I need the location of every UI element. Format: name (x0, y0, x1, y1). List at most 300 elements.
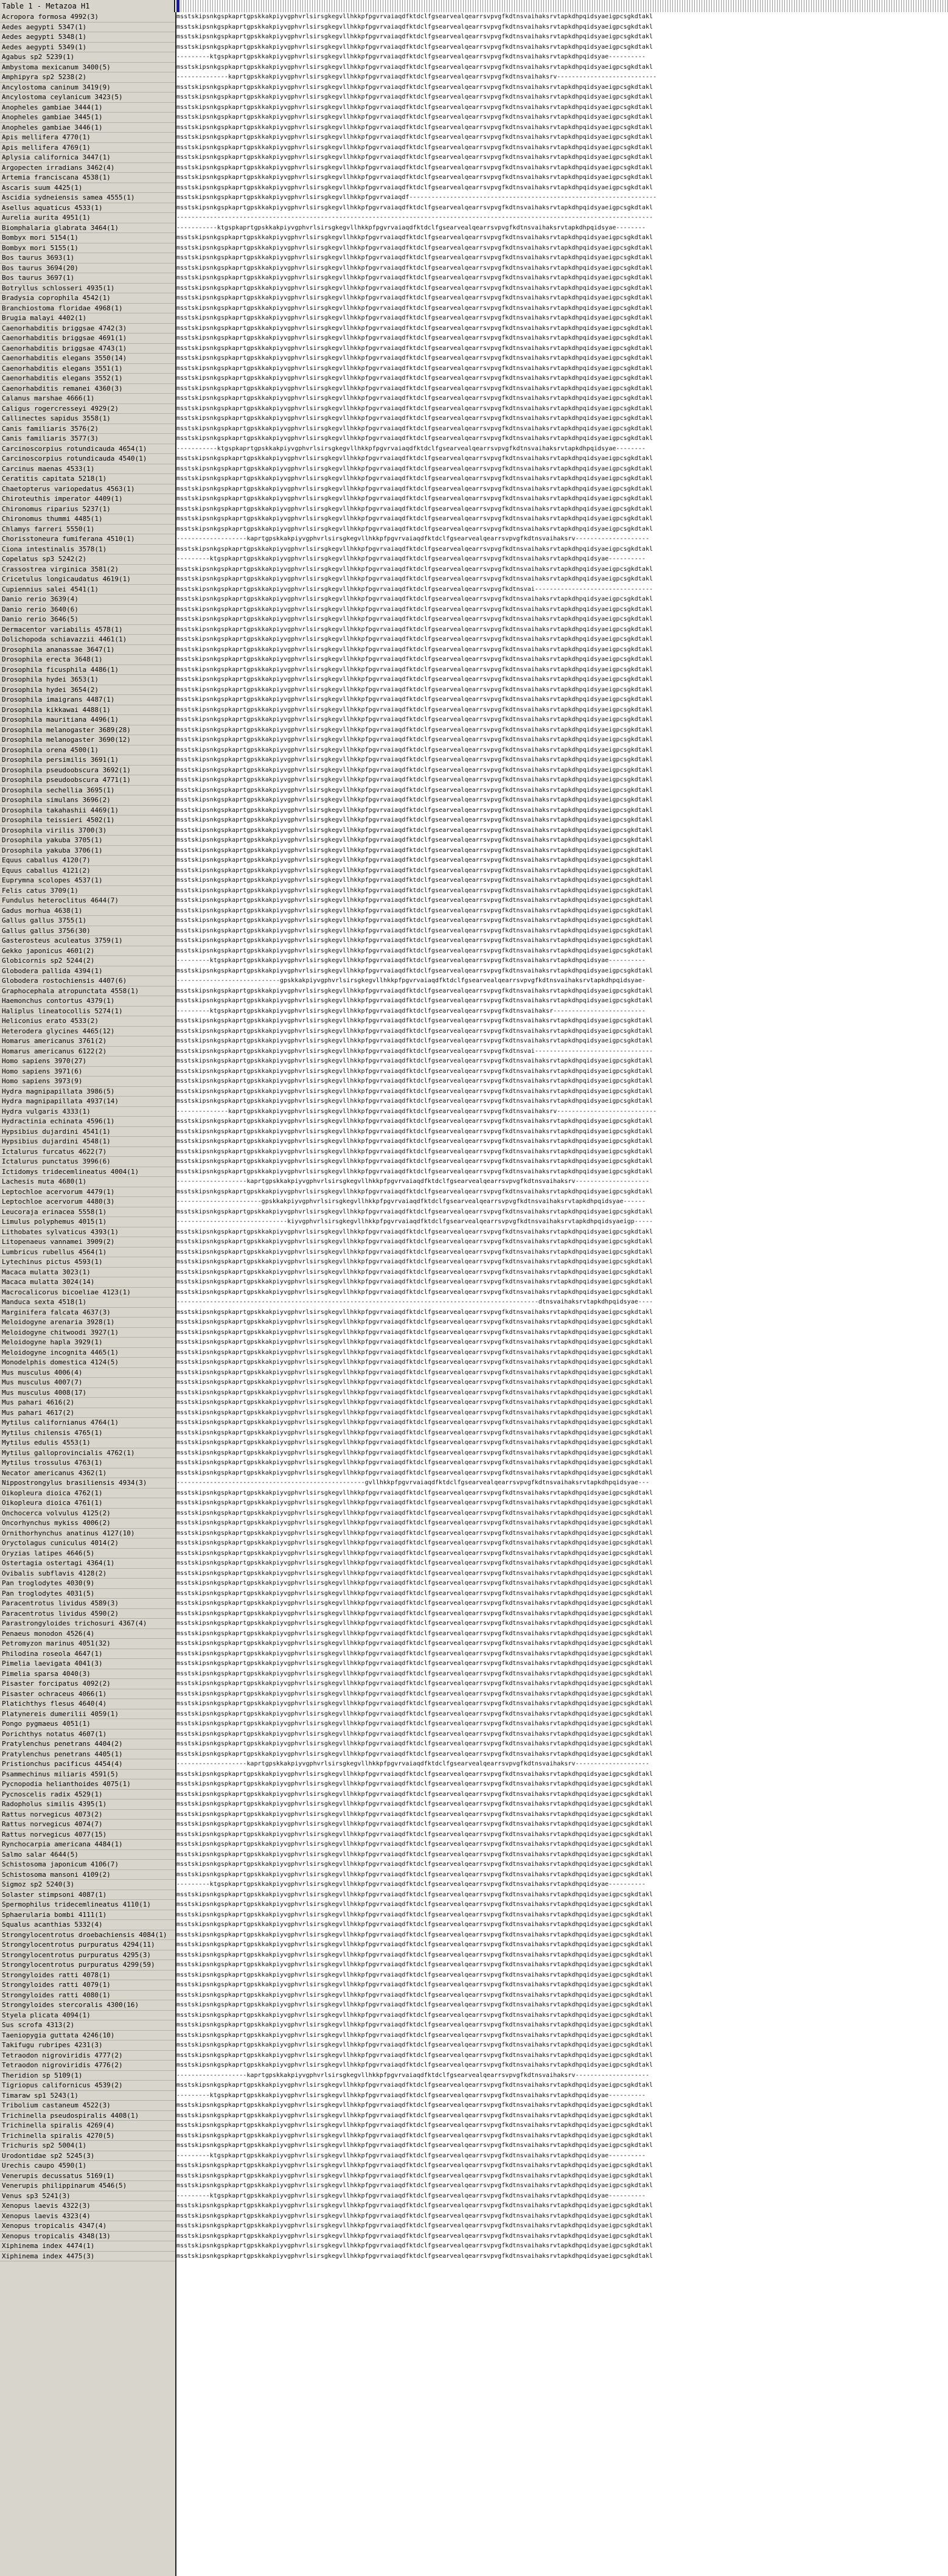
species-name[interactable]: Lithobates sylvaticus 4393(1) (0, 1227, 175, 1238)
species-name[interactable]: Pristionchus pacificus 4454(4) (0, 1759, 175, 1770)
species-name[interactable]: Leptochloe acervorum 4479(1) (0, 1187, 175, 1198)
sequence-row[interactable]: msstskipsnkgspkaprtgpskkakpiyvgphvrlsirsgkegvllhkkpfpgvrvaiaqdfktdclfgsearvealqearrsvpvgfkdtnsvaihaksrvtapkdhpqidsyaeigpcsgkdtakl (176, 1359, 653, 1366)
species-name[interactable]: Caenorhabditis elegans 3552(1) (0, 374, 175, 384)
sequence-row[interactable]: -----------ktgspkaprtgpskkakpiyvgphvrlsirsgkegvllhkkpfpgvrvaiaqdfktdclfgsearvealqearrsvpvgfkdtnsvaihaksrvtapkdhpqidsyae-------- (176, 224, 646, 231)
sequence-row[interactable]: msstskipsnkgspkaprtgpskkakpiyvgphvrlsirsgkegvllhkkpfpgvrvaiaqdfktdclfgsearvealqearrsvpvgfkdtnsvaihaksrvtapkdhpqidsyaeigpcsgkdtakl (176, 1941, 653, 1948)
species-name[interactable]: Bos taurus 3694(20) (0, 264, 175, 274)
sequence-row[interactable]: msstskipsnkgspkaprtgpskkakpiyvgphvrlsirsgkegvllhkkpfpgvrvaiaqdfktdclfgsearvealqearrsvpvgfkdtnsvaihaksrvtapkdhpqidsyaeigpcsgkdtakl (176, 1680, 653, 1687)
sequence-row[interactable]: msstskipsnkgspkaprtgpskkakpiyvgphvrlsirsgkegvllhkkpfpgvrvaiaqdfktdclfgsearvealqearrsvpvgfkdtnsvaihaksrvtapkdhpqidsyaeigpcsgkdtakl (176, 1961, 653, 1968)
sequence-row[interactable]: msstskipsnkgspkaprtgpskkakpiyvgphvrlsirsgkegvllhkkpfpgvrvaiaqdfktdclfgsearvealqearrsvpvgfkdtnsvaihaksrvtapkdhpqidsyaeigpcsgkdtakl (176, 837, 653, 843)
species-name[interactable]: Caenorhabditis elegans 3550(14) (0, 354, 175, 364)
species-name[interactable]: Aedes aegypti 5347(1) (0, 23, 175, 33)
sequence-row[interactable]: msstskipsnkgspkaprtgpskkakpiyvgphvrlsirsgkegvllhkkpfpgvrvaiaqdfktdclfgsearvealqearrsvpvgfkdtnsvaihaksrvtapkdhpqidsyaeigpcsgkdtakl (176, 1750, 653, 1757)
sequence-row[interactable]: msstskipsnkgspkaprtgpskkakpiyvgphvrlsirsgkegvllhkkpfpgvrvaiaqdfktdclfgsearvealqearrsvpvgfkdtnsvaihaksrvtapkdhpqidsyaeigpcsgkdtakl (176, 937, 653, 944)
sequence-row[interactable]: msstskipsnkgspkaprtgpskkakpiyvgphvrlsirsgkegvllhkkpfpgvrvaiaqdfktdclfgsearvealqearrsvpvgfkdtnsvaihaksrvtapkdhpqidsyaeigpcsgkdtakl (176, 63, 653, 71)
species-name[interactable]: Litopenaeus vannamei 3909(2) (0, 1237, 175, 1248)
sequence-row[interactable]: msstskipsnkgspkaprtgpskkakpiyvgphvrlsirsgkegvllhkkpfpgvrvaiaqdfktdclfgsearvealqearrsvpvgfkdtnsvaihaksrvtapkdhpqidsyaeigpcsgkdtakl (176, 395, 653, 402)
species-name[interactable]: Lachesis muta 4680(1) (0, 1177, 175, 1187)
sequence-row[interactable]: msstskipsnkgspkaprtgpskkakpiyvgphvrlsirsgkegvllhkkpfpgvrvaiaqdfktdclfgsearvealqearrsvpvgfkdtnsvaihaksrvtapkdhpqidsyaeigpcsgkdtakl (176, 927, 653, 934)
position-ruler[interactable] (176, 0, 948, 12)
sequence-row[interactable]: msstskipsnkgspkaprtgpskkakpiyvgphvrlsirsgkegvllhkkpfpgvrvaiaqdfktdclfgsearvealqearrsvpvgfkdtnsvaihaksrvtapkdhpqidsyaeigpcsgkdtakl (176, 817, 653, 823)
species-name[interactable]: Callinectes sapidus 3558(1) (0, 414, 175, 424)
sequence-row[interactable]: msstskipsnkgspkaprtgpskkakpiyvgphvrlsirsgkegvllhkkpfpgvrvaiaqdfktdclfgsearvealqearrsvpvgfkdtnsvaihaksrvtapkdhpqidsyaeigpcsgkdtakl (176, 204, 653, 211)
species-name[interactable]: Pratylenchus penetrans 4405(1) (0, 1750, 175, 1760)
species-name[interactable]: Aurelia aurita 4951(1) (0, 213, 175, 223)
species-name[interactable]: Drosophila hydei 3653(1) (0, 675, 175, 685)
species-name[interactable]: Pan troglodytes 4031(5) (0, 1589, 175, 1599)
species-name[interactable]: Euprymna scolopes 4537(1) (0, 876, 175, 886)
species-name[interactable]: Necator americanus 4362(1) (0, 1468, 175, 1479)
sequence-row[interactable]: msstskipsnkgspkaprtgpskkakpiyvgphvrlsirsgkegvllhkkpfpgvrvaiaqdfktdclfgsearvealqearrsvpvgfkdtnsvaihaksrvtapkdhpqidsyaeigpcsgkdtakl (176, 2132, 653, 2139)
species-name[interactable]: Brugia malayi 4402(1) (0, 313, 175, 324)
species-name[interactable]: Anopheles gambiae 3446(1) (0, 123, 175, 133)
species-name[interactable]: Chlamys farreri 5550(1) (0, 525, 175, 535)
species-name[interactable]: Gallus gallus 3755(1) (0, 916, 175, 926)
species-name[interactable]: Radopholus similis 4395(1) (0, 1799, 175, 1810)
species-name[interactable]: Homo sapiens 3971(6) (0, 1067, 175, 1077)
species-name[interactable]: Strongyloides ratti 4080(1) (0, 1991, 175, 2001)
species-name[interactable]: Xenopus laevis 4323(4) (0, 2211, 175, 2222)
species-name[interactable]: Hydractinia echinata 4596(1) (0, 1117, 175, 1127)
species-name[interactable]: Urechis caupo 4590(1) (0, 2161, 175, 2171)
sequence-row[interactable]: msstskipsnkgspkaprtgpskkakpiyvgphvrlsirsgkegvllhkkpfpgvrvaiaqdfktdclfgsearvealqearrsvpvgfkdtnsvaihaksrvtapkdhpqidsyaeigpcsgkdtakl (176, 1529, 653, 1537)
sequence-row[interactable]: msstskipsnkgspkaprtgpskkakpiyvgphvrlsirsgkegvllhkkpfpgvrvaiaqdfktdclfgsearvealqearrsvpvgfkdtnsvaihaksrvtapkdhpqidsyaeigpcsgkdtakl (176, 806, 653, 814)
species-name[interactable]: Drosophila hydei 3654(2) (0, 685, 175, 696)
sequence-row[interactable]: msstskipsnkgspkaprtgpskkakpiyvgphvrlsirsgkegvllhkkpfpgvrvaiaqdfktdclfgsearvealqearrsvpvgfkdtnsvaihaksrvtapkdhpqidsyaeigpcsgkdtakl (176, 777, 653, 783)
sequence-row[interactable]: msstskipsnkgspkaprtgpskkakpiyvgphvrlsirsgkegvllhkkpfpgvrvaiaqdfktdclfgsearvealqearrsvpvgfkdtnsvaihaksrvtapkdhpqidsyaeigpcsgkdtakl (176, 1469, 653, 1476)
species-name[interactable]: Caenorhabditis elegans 3551(1) (0, 364, 175, 374)
sequence-row[interactable]: msstskipsnkgspkaprtgpskkakpiyvgphvrlsirsgkegvllhkkpfpgvrvaiaqdfktdclfgsearvealqearrsvpvgfkdtnsvaihaksrvtapkdhpqidsyaeigpcsgkdtakl (176, 324, 653, 332)
species-name[interactable]: Macaca mulatta 3023(1) (0, 1268, 175, 1278)
species-name[interactable]: Lumbricus rubellus 4564(1) (0, 1248, 175, 1258)
sequence-row[interactable]: msstskipsnkgspkaprtgpskkakpiyvgphvrlsirsgkegvllhkkpfpgvrvaiaqdfktdclfgsearvealqearrsvpvgfkdtnsvaihaksrvtapkdhpqidsyaeigpcsgkdtakl (176, 1027, 653, 1035)
sequence-row[interactable]: msstskipsnkgspkaprtgpskkakpiyvgphvrlsirsgkegvllhkkpfpgvrvaiaqdfktdclfgsearvealqearrsvpvgfkdtnsvaihaksrvtapkdhpqidsyaeigpcsgkdtakl (176, 917, 653, 924)
sequence-row[interactable]: msstskipsnkgspkaprtgpskkakpiyvgphvrlsirsgkegvllhkkpfpgvrvaiaqdfktdclfgsearvealqearrsvpvgfkdtnsvaihaksrvtapkdhpqidsyaeigpcsgkdtakl (176, 2042, 653, 2048)
sequence-row[interactable]: msstskipsnkgspkaprtgpskkakpiyvgphvrlsirsgkegvllhkkpfpgvrvaiaqdfktdclfgsearvealqearrsvpvgfkdtnsvaihaksrvtapkdhpqidsyaeigpcsgkdtakl (176, 284, 653, 291)
species-name[interactable]: Aedes aegypti 5349(1) (0, 43, 175, 53)
species-name[interactable]: Sphaerularia bombi 4111(1) (0, 1910, 175, 1921)
species-name[interactable]: Tribolium castaneum 4522(3) (0, 2101, 175, 2111)
species-name[interactable]: Platichthys flesus 4640(4) (0, 1699, 175, 1709)
sequence-row[interactable]: msstskipsnkgspkaprtgpskkakpiyvgphvrlsirsgkegvllhkkpfpgvrvaiaqdfktdclfgsearvealqearrsvpvgfkdtnsvaihaksrvtapkdhpqidsyaeigpcsgkdtakl (176, 666, 653, 673)
species-name[interactable]: Argopecten irradians 3462(4) (0, 163, 175, 173)
sequence-row[interactable]: msstskipsnkgspkaprtgpskkakpiyvgphvrlsirsgkegvllhkkpfpgvrvaiaqdfktdclfgsearvealqearrsvpvgfkdtnsvaihaksrvtapkdhpqidsyaeigpcsgkdtakl (176, 636, 653, 643)
species-name[interactable]: Haliplus lineatocollis 5274(1) (0, 1007, 175, 1017)
sequence-row[interactable]: msstskipsnkgspkaprtgpskkakpiyvgphvrlsirsgkegvllhkkpfpgvrvaiaqdfktdclfgsearvealqearrsvpvgfkdtnsvaihaksrvtapkdhpqidsyaeigpcsgkdtakl (176, 857, 653, 864)
species-name[interactable]: Homo sapiens 3973(9) (0, 1077, 175, 1087)
sequence-row[interactable]: msstskipsnkgspkaprtgpskkakpiyvgphvrlsirsgkegvllhkkpfpgvrvaiaqdfktdclfgsearvealqearrsvpvgfkdtnsvaihaksrvtapkdhpqidsyaeigpcsgkdtakl (176, 545, 653, 553)
species-name[interactable]: Danio rerio 3646(5) (0, 615, 175, 625)
species-name[interactable]: Anopheles gambiae 3445(1) (0, 113, 175, 123)
species-name[interactable]: Graphocephala atropunctata 4558(1) (0, 986, 175, 997)
species-name[interactable]: Heliconius erato 4533(2) (0, 1016, 175, 1027)
species-name[interactable]: Xenopus tropicalis 4347(4) (0, 2221, 175, 2232)
species-name[interactable]: Schistosoma japonicum 4106(7) (0, 1860, 175, 1870)
species-name[interactable]: Heterodera glycines 4465(12) (0, 1027, 175, 1037)
sequence-row[interactable]: msstskipsnkgspkaprtgpskkakpiyvgphvrlsirsgkegvllhkkpfpgvrvaiaqdfktdclfgsearvealqearrsvpvgfkdtnsvaihaksrvtapkdhpqidsyaeigpcsgkdtakl (176, 1569, 653, 1577)
species-name[interactable]: Venerupis decussatus 5169(1) (0, 2171, 175, 2182)
species-name[interactable]: Theridion sp 5109(1) (0, 2071, 175, 2081)
sequence-row[interactable]: msstskipsnkgspkaprtgpskkakpiyvgphvrlsirsgkegvllhkkpfpgvrvaiaqdfktdclfgsearvealqearrsvpvgfkdtnsvaihaksrvtapkdhpqidsyaeigpcsgkdtakl (176, 646, 653, 653)
species-name[interactable]: Ambystoma mexicanum 3400(5) (0, 63, 175, 73)
species-name[interactable]: Cupiennius salei 4541(1) (0, 585, 175, 595)
sequence-row[interactable]: -------------------kaprtgpskkakpiyvgphvrlsirsgkegvllhkkpfpgvrvaiaqdfktdclfgsearvealqearrsvpvgfkdtnsvaihaksrv-------------------- (176, 1178, 650, 1185)
species-name[interactable]: Salmo salar 4644(5) (0, 1850, 175, 1860)
sequence-row[interactable]: msstskipsnkgspkaprtgpskkakpiyvgphvrlsirsgkegvllhkkpfpgvrvaiaqdfktdclfgsearvealqearrsvpvgfkdtnsvaihaksrvtapkdhpqidsyaeigpcsgkdtakl (176, 505, 653, 512)
sequence-row[interactable]: msstskipsnkgspkaprtgpskkakpiyvgphvrlsirsgkegvllhkkpfpgvrvaiaqdfktdclfgsearvealqearrsvpvgfkdtnsvaihaksrvtapkdhpqidsyaeigpcsgkdtakl (176, 475, 653, 482)
species-name[interactable]: Drosophila melanogaster 3689(28) (0, 725, 175, 736)
sequence-row[interactable]: msstskipsnkgspkaprtgpskkakpiyvgphvrlsirsgkegvllhkkpfpgvrvaiaqdfktdclfgsearvealqearrsvpvgfkdtnsvaihaksrvtapkdhpqidsyaeigpcsgkdtakl (176, 1238, 653, 1245)
species-name[interactable]: Macrocalicorus bicoeliae 4123(1) (0, 1288, 175, 1298)
species-name[interactable]: Schistosoma mansoni 4109(2) (0, 1870, 175, 1880)
species-name[interactable]: Mus musculus 4006(4) (0, 1368, 175, 1378)
sequence-row[interactable]: msstskipsnkgspkaprtgpskkakpiyvgphvrlsirsgkegvllhkkpfpgvrvaiaqdfktdclfgsearvealqearrsvpvgfkdtnsvaihaksrvtapkdhpqidsyaeigpcsgkdtakl (176, 365, 653, 372)
sequence-row[interactable]: msstskipsnkgspkaprtgpskkakpiyvgphvrlsirsgkegvllhkkpfpgvrvaiaqdfktdclfgsearvealqearrsvpvgfkdtnsvaihaksrvtapkdhpqidsyaeigpcsgkdtakl (176, 797, 653, 803)
species-name[interactable]: Spermophilus tridecemlineatus 4110(1) (0, 1900, 175, 1910)
species-name[interactable]: Bos taurus 3693(1) (0, 253, 175, 264)
sequence-row[interactable]: msstskipsnkgspkaprtgpskkakpiyvgphvrlsirsgkegvllhkkpfpgvrvaiaqdfktdclfgsearvealqearrsvpvgfkdtnsvaihaksrvtapkdhpqidsyaeigpcsgkdtakl (176, 1520, 653, 1526)
species-name[interactable]: Pongo pygmaeus 4051(1) (0, 1719, 175, 1730)
species-name[interactable]: Pisaster ochraceus 4066(1) (0, 1689, 175, 1700)
sequence-row[interactable]: msstskipsnkgspkaprtgpskkakpiyvgphvrlsirsgkegvllhkkpfpgvrvaiaqdfktdclfgsearvealqearrsvpvgfkdtnsvaihaksrvtapkdhpqidsyaeigpcsgkdtakl (176, 525, 653, 532)
species-name[interactable]: Mytilus trossulus 4763(1) (0, 1458, 175, 1468)
sequence-row[interactable]: --------------kaprtgpskkakpiyvgphvrlsirsgkegvllhkkpfpgvrvaiaqdfktdclfgsearvealqearrsvpvgfkdtnsvaihaksrv--------------------------- (176, 74, 657, 80)
species-name[interactable]: Hypsibius dujardini 4541(1) (0, 1127, 175, 1137)
sequence-row[interactable]: msstskipsnkgspkaprtgpskkakpiyvgphvrlsirsgkegvllhkkpfpgvrvaiaqdfktdclfgsearvealqearrsvpvgfkdtnsvaihaksrvtapkdhpqidsyaeigpcsgkdtakl (176, 2222, 653, 2229)
sequence-row[interactable]: msstskipsnkgspkaprtgpskkakpiyvgphvrlsirsgkegvllhkkpfpgvrvaiaqdfktdclfgsearvealqearrsvpvgfkdtnsvaihaksrvtapkdhpqidsyaeigpcsgkdtakl (176, 1781, 653, 1787)
species-name[interactable]: Mytilus californianus 4764(1) (0, 1418, 175, 1428)
sequence-row[interactable]: msstskipsnkgspkaprtgpskkakpiyvgphvrlsirsgkegvllhkkpfpgvrvaiaqdfktdclfgsearvealqearrsvpvgfkdtnsvaihaksrvtapkdhpqidsyaeigpcsgkdtakl (176, 1208, 653, 1215)
sequence-row[interactable]: msstskipsnkgspkaprtgpskkakpiyvgphvrlsirsgkegvllhkkpfpgvrvaiaqdfktdclfgsearvealqearrsvpvgfkdtnsvaihaksrvtapkdhpqidsyaeigpcsgkdtakl (176, 987, 653, 994)
sequence-row[interactable]: msstskipsnkgspkaprtgpskkakpiyvgphvrlsirsgkegvllhkkpfpgvrvaiaqdfktdclfgsearvealqearrsvpvgfkdtnsvaihaksrvtapkdhpqidsyaeigpcsgkdtakl (176, 455, 653, 462)
sequence-row[interactable]: msstskipsnkgspkaprtgpskkakpiyvgphvrlsirsgkegvllhkkpfpgvrvaiaqdfktdclfgsearvealqearrsvpvgfkdtnsvaihaksrvtapkdhpqidsyaeigpcsgkdtakl (176, 1801, 653, 1807)
sequence-row[interactable]: msstskipsnkgspkaprtgpskkakpiyvgphvrlsirsgkegvllhkkpfpgvrvaiaqdfktdclfgsearvealqearrsvpvgfkdtnsvaihaksrvtapkdhpqidsyaeigpcsgkdtakl (176, 2112, 653, 2119)
sequence-row[interactable]: msstskipsnkgspkaprtgpskkakpiyvgphvrlsirsgkegvllhkkpfpgvrvaiaqdfktdclfgsearvealqearrsvpvgfkdtnsvaihaksrvtapkdhpqidsyaeigpcsgkdtakl (176, 485, 653, 492)
sequence-row[interactable]: ------------------------------kiyvgphvrlsirsgkegvllhkkpfpgvrvaiaqdfktdclfgsearvealqearrsvpvgfkdtnsvaihaksrvtapkdhpqidsyaeigp----- (176, 1218, 653, 1225)
sequence-row[interactable]: msstskipsnkgspkaprtgpskkakpiyvgphvrlsirsgkegvllhkkpfpgvrvaiaqdfktdclfgsearvealqearrsvpvgfkdtnsvaihaksrvtapkdhpqidsyaeigpcsgkdtakl (176, 405, 653, 412)
sequence-row[interactable]: msstskipsnkgspkaprtgpskkakpiyvgphvrlsirsgkegvllhkkpfpgvrvaiaqdfktdclfgsearvealqearrsvpvgfkdtnsvaihaksrvtapkdhpqidsyaeigpcsgkdtakl (176, 375, 653, 382)
sequence-row[interactable]: msstskipsnkgspkaprtgpskkakpiyvgphvrlsirsgkegvllhkkpfpgvrvaiaqdfktdclfgsearvealqearrsvpvgfkdtnsvai-------------------------------- (176, 1047, 653, 1055)
sequence-row[interactable]: msstskipsnkgspkaprtgpskkakpiyvgphvrlsirsgkegvllhkkpfpgvrvaiaqdfktdclfgsearvealqearrsvpvgfkdtnsvaihaksrvtapkdhpqidsyaeigpcsgkdtakl (176, 1871, 653, 1878)
sequence-row[interactable]: msstskipsnkgspkaprtgpskkakpiyvgphvrlsirsgkegvllhkkpfpgvrvaiaqdfktdclfgsearvealqearrsvpvgfkdtnsvaihaksrvtapkdhpqidsyaeigpcsgkdtakl (176, 706, 653, 713)
species-name[interactable]: Sigmoz sp2 5240(3) (0, 1880, 175, 1890)
sequence-row[interactable]: msstskipsnkgspkaprtgpskkakpiyvgphvrlsirsgkegvllhkkpfpgvrvaiaqdfktdclfgsearvealqearrsvpvgfkdtnsvaihaksrvtapkdhpqidsyaeigpcsgkdtakl (176, 1328, 653, 1336)
sequence-row[interactable]: msstskipsnkgspkaprtgpskkakpiyvgphvrlsirsgkegvllhkkpfpgvrvaiaqdfktdclfgsearvealqearrsvpvgfkdtnsvaihaksrvtapkdhpqidsyaeigpcsgkdtakl (176, 1951, 653, 1958)
species-name[interactable]: Pan troglodytes 4030(9) (0, 1579, 175, 1589)
species-name[interactable]: Carcinoscorpius rotundicauda 4540(1) (0, 454, 175, 464)
sequence-row[interactable]: msstskipsnkgspkaprtgpskkakpiyvgphvrlsirsgkegvllhkkpfpgvrvaiaqdfktdclfgsearvealqearrsvpvgfkdtnsvaihaksrvtapkdhpqidsyaeigpcsgkdtakl (176, 2142, 653, 2149)
sequence-row[interactable]: msstskipsnkgspkaprtgpskkakpiyvgphvrlsirsgkegvllhkkpfpgvrvaiaqdfktdclfgsearvealqearrsvpvgfkdtnsvaihaksrvtapkdhpqidsyaeigpcsgkdtakl (176, 1399, 653, 1406)
species-name[interactable]: Mus musculus 4008(17) (0, 1388, 175, 1398)
sequence-row[interactable]: msstskipsnkgspkaprtgpskkakpiyvgphvrlsirsgkegvllhkkpfpgvrvaiaqdfktdclfgsearvealqearrsvpvgfkdtnsvaihaksrvtapkdhpqidsyaeigpcsgkdtakl (176, 1610, 653, 1617)
species-name[interactable]: Equus caballus 4120(7) (0, 856, 175, 866)
species-name[interactable]: Strongyloides ratti 4079(1) (0, 1980, 175, 1991)
species-name[interactable]: Globodera pallida 4394(1) (0, 966, 175, 977)
sequence-row[interactable]: msstskipsnkgspkaprtgpskkakpiyvgphvrlsirsgkegvllhkkpfpgvrvaiaqdfktdclfgsearvealqearrsvpvgfkdtnsvaihaksrvtapkdhpqidsyaeigpcsgkdtakl (176, 1308, 653, 1316)
sequence-row[interactable]: ---------ktgspkaprtgpskkakpiyvgphvrlsirsgkegvllhkkpfpgvrvaiaqdfktdclfgsearvealqearrsvpvgfkdtnsvaihaksrvtapkdhpqidsyae---------- (176, 957, 646, 964)
species-name[interactable]: Petromyzon marinus 4051(32) (0, 1639, 175, 1649)
species-name[interactable]: Drosophila kikkawai 4488(1) (0, 705, 175, 716)
sequence-row[interactable]: msstskipsnkgspkaprtgpskkakpiyvgphvrlsirsgkegvllhkkpfpgvrvaiaqdfktdclfgsearvealqearrsvpvgfkdtnsvaihaksrvtapkdhpqidsyaeigpcsgkdtakl (176, 726, 653, 733)
sequence-row[interactable]: msstskipsnkgspkaprtgpskkakpiyvgphvrlsirsgkegvllhkkpfpgvrvaiaqdfktdclfgsearvealqearrsvpvgfkdtnsvaihaksrvtapkdhpqidsyaeigpcsgkdtakl (176, 1038, 653, 1044)
sequence-row[interactable]: msstskipsnkgspkaprtgpskkakpiyvgphvrlsirsgkegvllhkkpfpgvrvaiaqdfktdclfgsearvealqearrsvpvgfkdtnsvaihaksrvtapkdhpqidsyaeigpcsgkdtakl (176, 385, 653, 392)
sequence-row[interactable]: msstskipsnkgspkaprtgpskkakpiyvgphvrlsirsgkegvllhkkpfpgvrvaiaqdfktdclfgsearvealqearrsvpvgfkdtnsvaihaksrvtapkdhpqidsyaeigpcsgkdtakl (176, 1790, 653, 1798)
sequence-row[interactable]: msstskipsnkgspkaprtgpskkakpiyvgphvrlsirsgkegvllhkkpfpgvrvaiaqdfktdclfgsearvealqearrsvpvgfkdtnsvaihaksrvtapkdhpqidsyaeigpcsgkdtakl (176, 947, 653, 954)
sequence-row[interactable]: msstskipsnkgspkaprtgpskkakpiyvgphvrlsirsgkegvllhkkpfpgvrvaiaqdfktdclfgsearvealqearrsvpvgfkdtnsvaihaksrvtapkdhpqidsyaeigpcsgkdtakl (176, 1730, 653, 1737)
species-name[interactable]: Asellus aquaticus 4533(1) (0, 203, 175, 214)
species-name[interactable]: Monodelphis domestica 4124(5) (0, 1358, 175, 1368)
species-name[interactable]: Psammechinus miliaris 4591(5) (0, 1770, 175, 1780)
sequence-row[interactable]: ---------ktgspkaprtgpskkakpiyvgphvrlsirsgkegvllhkkpfpgvrvaiaqdfktdclfgsearvealqearrsvpvgfkdtnsvaihaksrvtapkdhpqidsyae---------- (176, 2152, 646, 2159)
sequence-row[interactable]: msstskipsnkgspkaprtgpskkakpiyvgphvrlsirsgkegvllhkkpfpgvrvaiaqdfktdclfgsearvealqearrsvpvgfkdtnsvaihaksrvtapkdhpqidsyaeigpcsgkdtakl (176, 83, 653, 91)
sequence-row[interactable]: msstskipsnkgspkaprtgpskkakpiyvgphvrlsirsgkegvllhkkpfpgvrvaiaqdfktdclfgsearvealqearrsvpvgfkdtnsvaihaksrvtapkdhpqidsyaeigpcsgkdtakl (176, 2031, 653, 2039)
sequence-row[interactable]: msstskipsnkgspkaprtgpskkakpiyvgphvrlsirsgkegvllhkkpfpgvrvaiaqdfktdclfgsearvealqearrsvpvgfkdtnsvaihaksrvtapkdhpqidsyaeigpcsgkdtakl (176, 1861, 653, 1868)
species-name[interactable]: Bos taurus 3697(1) (0, 273, 175, 284)
sequence-row[interactable]: msstskipsnkgspkaprtgpskkakpiyvgphvrlsirsgkegvllhkkpfpgvrvaiaqdfktdclfgsearvealqearrsvpvgfkdtnsvaihaksrvtapkdhpqidsyaeigpcsgkdtakl (176, 2011, 653, 2019)
species-name[interactable]: Oncorhynchus mykiss 4006(2) (0, 1518, 175, 1529)
sequence-row[interactable]: msstskipsnkgspkaprtgpskkakpiyvgphvrlsirsgkegvllhkkpfpgvrvaiaqdfktdclfgsearvealqearrsvpvgfkdtnsvaihaksrvtapkdhpqidsyaeigpcsgkdtakl (176, 1650, 653, 1657)
species-name[interactable]: Hypsibius dujardini 4548(1) (0, 1137, 175, 1147)
species-name[interactable]: Limulus polyphemus 4015(1) (0, 1217, 175, 1227)
species-name[interactable]: Ancylostoma ceylanicum 3423(5) (0, 92, 175, 103)
sequence-row[interactable]: msstskipsnkgspkaprtgpskkakpiyvgphvrlsirsgkegvllhkkpfpgvrvaiaqdfktdclfgsearvealqearrsvpvgfkdtnsvaihaksrvtapkdhpqidsyaeigpcsgkdtakl (176, 716, 653, 723)
species-name[interactable]: Haemonchus contortus 4379(1) (0, 996, 175, 1007)
sequence-row[interactable]: msstskipsnkgspkaprtgpskkakpiyvgphvrlsirsgkegvllhkkpfpgvrvaiaqdfktdclfgsearvealqearrsvpvgfkdtnsvaihaksrvtapkdhpqidsyaeigpcsgkdtakl (176, 1148, 653, 1155)
sequence-row[interactable]: msstskipsnkgspkaprtgpskkakpiyvgphvrlsirsgkegvllhkkpfpgvrvaiaqdfktdclfgsearvealqearrsvpvgfkdtnsvaihaksrvtapkdhpqidsyaeigpcsgkdtakl (176, 1549, 653, 1557)
sequence-row[interactable]: msstskipsnkgspkaprtgpskkakpiyvgphvrlsirsgkegvllhkkpfpgvrvaiaqdfktdclfgsearvealqearrsvpvgfkdtnsvaihaksrvtapkdhpqidsyaeigpcsgkdtakl (176, 1720, 653, 1727)
species-name[interactable]: Mytilus galloprovincialis 4762(1) (0, 1448, 175, 1459)
sequence-row[interactable]: msstskipsnkgspkaprtgpskkakpiyvgphvrlsirsgkegvllhkkpfpgvrvaiaqdfktdclfgsearvealqearrsvpvgfkdtnsvaihaksrvtapkdhpqidsyaeigpcsgkdtakl (176, 877, 653, 884)
species-name[interactable]: Bombyx mori 5155(1) (0, 243, 175, 254)
species-name[interactable]: Cricetulus longicaudatus 4619(1) (0, 574, 175, 585)
sequence-row[interactable]: msstskipsnkgspkaprtgpskkakpiyvgphvrlsirsgkegvllhkkpfpgvrvaiaqdfktdclfgsearvealqearrsvpvgfkdtnsvaihaksrvtapkdhpqidsyaeigpcsgkdtakl (176, 2212, 653, 2219)
species-name[interactable]: Chironomus riparius 5237(1) (0, 504, 175, 515)
species-name[interactable]: Rattus norvegicus 4073(2) (0, 1810, 175, 1820)
species-name[interactable]: Pisaster forcipatus 4092(2) (0, 1679, 175, 1689)
species-name[interactable]: Drosophila persimilis 3691(1) (0, 755, 175, 766)
sequence-row[interactable]: msstskipsnkgspkaprtgpskkakpiyvgphvrlsirsgkegvllhkkpfpgvrvaiaqdfktdclfgsearvealqearrsvpvgfkdtnsvaihaksrvtapkdhpqidsyaeigpcsgkdtakl (176, 1540, 653, 1546)
sequence-row[interactable]: -----------ktgspkaprtgpskkakpiyvgphvrlsirsgkegvllhkkpfpgvrvaiaqdfktdclfgsearvealqearrsvpvgfkdtnsvaihaksrvtapkdhpqidsyae-------- (176, 445, 646, 452)
sequence-row[interactable]: msstskipsnkgspkaprtgpskkakpiyvgphvrlsirsgkegvllhkkpfpgvrvaiaqdfktdclfgsearvealqearrsvpvgfkdtnsvaihaksrvtapkdhpqidsyaeigpcsgkdtakl (176, 1319, 653, 1325)
species-name[interactable]: Branchiostoma floridae 4968(1) (0, 304, 175, 314)
species-name[interactable]: Carcinus maenas 4533(1) (0, 464, 175, 475)
species-name[interactable]: Tetraodon nigroviridis 4777(2) (0, 2051, 175, 2061)
species-name[interactable]: Timaraw sp1 5243(1) (0, 2091, 175, 2101)
species-name[interactable]: Venus sp3 5241(3) (0, 2191, 175, 2202)
species-name[interactable]: Biomphalaria glabrata 3464(1) (0, 223, 175, 234)
sequence-row[interactable]: msstskipsnkgspkaprtgpskkakpiyvgphvrlsirsgkegvllhkkpfpgvrvaiaqdfktdclfgsearvealqearrsvpvgfkdtnsvaihaksrvtapkdhpqidsyaeigpcsgkdtakl (176, 1258, 653, 1265)
sequence-row[interactable]: msstskipsnkgspkaprtgpskkakpiyvgphvrlsirsgkegvllhkkpfpgvrvaiaqdfktdclfgsearvealqearrsvpvgfkdtnsvaihaksrvtapkdhpqidsyaeigpcsgkdtakl (176, 1841, 653, 1848)
species-name[interactable]: Apis mellifera 4769(1) (0, 143, 175, 153)
sequence-row[interactable]: msstskipsnkgspkaprtgpskkakpiyvgphvrlsirsgkegvllhkkpfpgvrvaiaqdfktdclfgsearvealqearrsvpvgfkdtnsvaihaksrvtapkdhpqidsyaeigpcsgkdtakl (176, 1630, 653, 1637)
species-name[interactable]: Drosophila ficusphila 4486(1) (0, 665, 175, 675)
sequence-row[interactable]: msstskipsnkgspkaprtgpskkakpiyvgphvrlsirsgkegvllhkkpfpgvrvaiaqdfktdclfgsearvealqearrsvpvgfkdtnsvaihaksrvtapkdhpqidsyaeigpcsgkdtakl (176, 13, 653, 20)
sequence-row[interactable]: ----------------------------gpskkakpiyvgphvrlsirsgkegvllhkkpfpgvrvaiaqdfktdclfgsearvealqearrsvpvgfkdtnsvaihaksrvtapkdhpqidsyae- (176, 977, 646, 984)
sequence-row[interactable]: ---------------------------------------------------gvllhkkpfpgvrvaiaqdfktdclfgsearvealqearrsvpvgfkdtnsvaihaksrvtapkdhpqidsyae--- (176, 1479, 650, 1486)
species-name[interactable]: Sus scrofa 4313(2) (0, 2020, 175, 2031)
sequence-row[interactable]: msstskipsnkgspkaprtgpskkakpiyvgphvrlsirsgkegvllhkkpfpgvrvaiaqdfktdclfgsearvealqearrsvpvgfkdtnsvaihaksrvtapkdhpqidsyaeigpcsgkdtakl (176, 2122, 653, 2129)
sequence-row[interactable]: ---------ktgspkaprtgpskkakpiyvgphvrlsirsgkegvllhkkpfpgvrvaiaqdfktdclfgsearvealqearrsvpvgfkdtnsvaihaksrvtapkdhpqidsyae---------- (176, 2192, 646, 2199)
sequence-row[interactable]: msstskipsnkgspkaprtgpskkakpiyvgphvrlsirsgkegvllhkkpfpgvrvaiaqdfktdclfgsearvealqearrsvpvgfkdtnsvaihaksrvtapkdhpqidsyaeigpcsgkdtakl (176, 2022, 653, 2028)
species-name[interactable]: Canis familiaris 3577(3) (0, 434, 175, 444)
sequence-row[interactable]: msstskipsnkgspkaprtgpskkakpiyvgphvrlsirsgkegvllhkkpfpgvrvaiaqdfktdclfgsearvealqearrsvpvgfkdtnsvaihaksrvtapkdhpqidsyaeigpcsgkdtakl (176, 907, 653, 914)
species-name[interactable]: Ornithorhynchus anatinus 4127(10) (0, 1529, 175, 1539)
species-name[interactable]: Danio rerio 3639(4) (0, 595, 175, 605)
species-name[interactable]: Mus pahari 4616(2) (0, 1398, 175, 1408)
sequence-row[interactable]: msstskipsnkgspkaprtgpskkakpiyvgphvrlsirsgkegvllhkkpfpgvrvaiaqdfktdclfgsearvealqearrsvpvgfkdtnsvaihaksrvtapkdhpqidsyaeigpcsgkdtakl (176, 335, 653, 341)
species-name[interactable]: Drosophila takahashii 4469(1) (0, 806, 175, 816)
sequence-row[interactable]: msstskipsnkgspkaprtgpskkakpiyvgphvrlsirsgkegvllhkkpfpgvrvaiaqdfktdclfgsearvealqearrsvpvgfkdtnsvaihaksrvtapkdhpqidsyaeigpcsgkdtakl (176, 274, 653, 281)
sequence-row[interactable]: msstskipsnkgspkaprtgpskkakpiyvgphvrlsirsgkegvllhkkpfpgvrvaiaqdfktdclfgsearvealqearrsvpvgfkdtnsvaihaksrvtapkdhpqidsyaeigpcsgkdtakl (176, 304, 653, 312)
sequence-row[interactable]: msstskipsnkgspkaprtgpskkakpiyvgphvrlsirsgkegvllhkkpfpgvrvaiaqdfktdclfgsearvealqearrsvpvgfkdtnsvaihaksrvtapkdhpqidsyaeigpcsgkdtakl (176, 1459, 653, 1466)
sequence-row[interactable]: msstskipsnkgspkaprtgpskkakpiyvgphvrlsirsgkegvllhkkpfpgvrvaiaqdfktdclfgsearvealqearrsvpvgfkdtnsvaihaksrvtapkdhpqidsyaeigpcsgkdtakl (176, 244, 653, 251)
sequence-row[interactable]: msstskipsnkgspkaprtgpskkakpiyvgphvrlsirsgkegvllhkkpfpgvrvaiaqdfktdclfgsearvealqearrsvpvgfkdtnsvaihaksrvtapkdhpqidsyaeigpcsgkdtakl (176, 435, 653, 442)
sequence-row[interactable]: msstskipsnkgspkaprtgpskkakpiyvgphvrlsirsgkegvllhkkpfpgvrvaiaqdfktdclfgsearvealqearrsvpvgfkdtnsvaihaksrvtapkdhpqidsyaeigpcsgkdtakl (176, 887, 653, 894)
sequence-row[interactable]: msstskipsnkgspkaprtgpskkakpiyvgphvrlsirsgkegvllhkkpfpgvrvaiaqdfktdclfgsearvealqearrsvpvgfkdtnsvaihaksrvtapkdhpqidsyaeigpcsgkdtakl (176, 1098, 653, 1105)
sequence-row[interactable]: msstskipsnkgspkaprtgpskkakpiyvgphvrlsirsgkegvllhkkpfpgvrvaiaqdfktdclfgsearvealqearrsvpvgfkdtnsvaihaksrvtapkdhpqidsyaeigpcsgkdtakl (176, 1620, 653, 1627)
sequence-row[interactable]: -------------------kaprtgpskkakpiyvgphvrlsirsgkegvllhkkpfpgvrvaiaqdfktdclfgsearvealqearrsvpvgfkdtnsvaihaksrv-------------------- (176, 1761, 650, 1767)
sequence-row[interactable]: msstskipsnkgspkaprtgpskkakpiyvgphvrlsirsgkegvllhkkpfpgvrvaiaqdfktdclfgsearvealqearrsvpvgfkdtnsvaihaksrvtapkdhpqidsyaeigpcsgkdtakl (176, 736, 653, 743)
species-name[interactable]: Acropora formosa 4992(3) (0, 12, 175, 23)
species-name[interactable]: Tigriopus californicus 4539(2) (0, 2081, 175, 2091)
sequence-row[interactable]: msstskipsnkgspkaprtgpskkakpiyvgphvrlsirsgkegvllhkkpfpgvrvaiaqdfktdclfgsearvealqearrsvpvgfkdtnsvaihaksrvtapkdhpqidsyaeigpcsgkdtakl (176, 867, 653, 874)
sequence-row[interactable]: -------------------kaprtgpskkakpiyvgphvrlsirsgkegvllhkkpfpgvrvaiaqdfktdclfgsearvealqearrsvpvgfkdtnsvaihaksrv-------------------- (176, 2072, 650, 2079)
sequence-row[interactable]: msstskipsnkgspkaprtgpskkakpiyvgphvrlsirsgkegvllhkkpfpgvrvaiaqdfktdclfgsearvealqearrsvpvgfkdtnsvaihaksrvtapkdhpqidsyaeigpcsgkdtakl (176, 1349, 653, 1356)
sequence-row[interactable]: msstskipsnkgspkaprtgpskkakpiyvgphvrlsirsgkegvllhkkpfpgvrvaiaqdfktdclfgsearvealqearrsvpvgfkdtnsvaihaksrvtapkdhpqidsyaeigpcsgkdtakl (176, 1369, 653, 1376)
species-name[interactable]: Strongyloides ratti 4078(1) (0, 1970, 175, 1981)
species-name[interactable]: Squalus acanthias 5332(4) (0, 1920, 175, 1930)
species-name[interactable]: Mus pahari 4617(2) (0, 1408, 175, 1419)
sequence-row[interactable]: msstskipsnkgspkaprtgpskkakpiyvgphvrlsirsgkegvllhkkpfpgvrvaiaqdfktdclfgsearvealqearrsvpvgfkdtnsvaihaksrvtapkdhpqidsyaeigpcsgkdtakl (176, 686, 653, 693)
sequence-row[interactable]: msstskipsnkgspkaprtgpskkakpiyvgphvrlsirsgkegvllhkkpfpgvrvaiaqdfktdclfgsearvealqearrsvpvgfkdtnsvaihaksrvtapkdhpqidsyaeigpcsgkdtakl (176, 1339, 653, 1346)
sequence-row[interactable]: msstskipsnkgspkaprtgpskkakpiyvgphvrlsirsgkegvllhkkpfpgvrvaiaqdfktdclfgsearvealqearrsvpvgfkdtnsvaihaksrvtapkdhpqidsyaeigpcsgkdtakl (176, 1158, 653, 1165)
species-name[interactable]: Copelatus sp3 5242(2) (0, 554, 175, 565)
species-name[interactable]: Ascidia sydneiensis samea 4555(1) (0, 193, 175, 203)
species-name[interactable]: Drosophila erecta 3648(1) (0, 655, 175, 665)
species-name[interactable]: Gekko japonicus 4601(2) (0, 946, 175, 957)
species-name[interactable]: Nippostrongylus brasiliensis 4934(3) (0, 1478, 175, 1489)
species-name[interactable]: Drosophila yakuba 3706(1) (0, 846, 175, 856)
sequence-row[interactable]: msstskipsnkgspkaprtgpskkakpiyvgphvrlsirsgkegvllhkkpfpgvrvaiaqdfktdclfgsearvealqearrsvpvgfkdtnsvaihaksrvtapkdhpqidsyaeigpcsgkdtakl (176, 43, 653, 51)
species-name[interactable]: Penaeus monodon 4526(4) (0, 1629, 175, 1639)
species-name[interactable]: Leucoraja erinacea 5558(1) (0, 1207, 175, 1218)
sequence-row[interactable]: msstskipsnkgspkaprtgpskkakpiyvgphvrlsirsgkegvllhkkpfpgvrvaiaqdfktdclfgsearvealqearrsvpvgfkdtnsvaihaksrvtapkdhpqidsyaeigpcsgkdtakl (176, 786, 653, 794)
sequence-row[interactable]: msstskipsnkgspkaprtgpskkakpiyvgphvrlsirsgkegvllhkkpfpgvrvaiaqdfktdclfgsearvealqearrsvpvgfkdtnsvaihaksrvtapkdhpqidsyaeigpcsgkdtakl (176, 1379, 653, 1386)
species-name[interactable]: Paracentrotus lividus 4590(2) (0, 1609, 175, 1619)
sequence-row[interactable]: msstskipsnkgspkaprtgpskkakpiyvgphvrlsirsgkegvllhkkpfpgvrvaiaqdfktdclfgsearvealqearrsvpvgfkdtnsvaihaksrvtapkdhpqidsyaeigpcsgkdtakl (176, 1138, 653, 1145)
species-name[interactable]: Carcinoscorpius rotundicauda 4654(1) (0, 444, 175, 455)
sequence-row[interactable]: --------------------------------------------------------------------------------------------------dtnsvaihaksrvtapkdhpqidsyae---- (176, 1299, 653, 1305)
sequence-row[interactable]: msstskipsnkgspkaprtgpskkakpiyvgphvrlsirsgkegvllhkkpfpgvrvaiaqdfktdclfgsearvealqearrsvpvgfkdtnsvaihaksrvtapkdhpqidsyaeigpcsgkdtakl (176, 1118, 653, 1125)
sequence-row[interactable]: msstskipsnkgspkaprtgpskkakpiyvgphvrlsirsgkegvllhkkpfpgvrvaiaqdfktdclfgsearvealqearrsvpvgfkdtnsvaihaksrvtapkdhpqidsyaeigpcsgkdtakl (176, 2232, 653, 2239)
sequence-row[interactable]: msstskipsnkgspkaprtgpskkakpiyvgphvrlsirsgkegvllhkkpfpgvrvaiaqdfktdclfgsearvealqearrsvpvgfkdtnsvaihaksrvtapkdhpqidsyaeigpcsgkdtakl (176, 656, 653, 663)
sequence-row[interactable]: msstskipsnkgspkaprtgpskkakpiyvgphvrlsirsgkegvllhkkpfpgvrvaiaqdfktdclfgsearvealqearrsvpvgfkdtnsvaihaksrvtapkdhpqidsyaeigpcsgkdtakl (176, 2051, 653, 2059)
sequence-alignment-panel[interactable] (176, 12, 948, 2576)
species-name[interactable]: Strongyloides stercoralis 4300(16) (0, 2000, 175, 2011)
sequence-row[interactable]: msstskipsnkgspkaprtgpskkakpiyvgphvrlsirsgkegvllhkkpfpgvrvaiaqdfktdclfgsearvealqearrsvpvgfkdtnsvaihaksrvtapkdhpqidsyaeigpcsgkdtakl (176, 2062, 653, 2068)
sequence-row[interactable]: msstskipsnkgspkaprtgpskkakpiyvgphvrlsirsgkegvllhkkpfpgvrvaiaqdfktdclfgsearvealqearrsvpvgfkdtnsvaihaksrvtapkdhpqidsyaeigpcsgkdtakl (176, 1449, 653, 1456)
sequence-row[interactable]: msstskipsnkgspkaprtgpskkakpiyvgphvrlsirsgkegvllhkkpfpgvrvaiaqdfktdclfgsearvealqearrsvpvgfkdtnsvaihaksrvtapkdhpqidsyaeigpcsgkdtakl (176, 1770, 653, 1778)
sequence-row[interactable]: msstskipsnkgspkaprtgpskkakpiyvgphvrlsirsgkegvllhkkpfpgvrvaiaqdfktdclfgsearvealqearrsvpvgfkdtnsvaihaksrvtapkdhpqidsyaeigpcsgkdtakl (176, 2102, 653, 2109)
species-name[interactable]: Tetraodon nigroviridis 4776(2) (0, 2061, 175, 2071)
sequence-row[interactable]: msstskipsnkgspkaprtgpskkakpiyvgphvrlsirsgkegvllhkkpfpgvrvaiaqdfktdclfgsearvealqearrsvpvgfkdtnsvaihaksrvtapkdhpqidsyaeigpcsgkdtakl (176, 696, 653, 703)
sequence-row[interactable]: ---------ktgspkaprtgpskkakpiyvgphvrlsirsgkegvllhkkpfpgvrvaiaqdfktdclfgsearvealqearrsvpvgfkdtnsvaihaksrvtapkdhpqidsyae---------- (176, 2092, 646, 2099)
sequence-row[interactable]: msstskipsnkgspkaprtgpskkakpiyvgphvrlsirsgkegvllhkkpfpgvrvaiaqdfktdclfgsearvealqearrsvpvgfkdtnsvaihaksrvtapkdhpqidsyaeigpcsgkdtakl (176, 234, 653, 241)
species-name[interactable]: Caenorhabditis briggsae 4691(1) (0, 333, 175, 344)
species-name[interactable]: Meloidogyne hapla 3929(1) (0, 1338, 175, 1348)
species-name[interactable]: Ostertagia ostertagi 4364(1) (0, 1559, 175, 1569)
species-name[interactable]: Drosophila simulans 3696(2) (0, 795, 175, 806)
species-name[interactable]: Chorisstoneura fumiferana 4510(1) (0, 534, 175, 545)
sequence-row[interactable]: msstskipsnkgspkaprtgpskkakpiyvgphvrlsirsgkegvllhkkpfpgvrvaiaqdfktdclfgsearvealqearrsvpvgfkdtnsvaihaksrvtapkdhpqidsyaeigpcsgkdtakl (176, 1670, 653, 1677)
sequence-row[interactable]: msstskipsnkgspkaprtgpskkakpiyvgphvrlsirsgkegvllhkkpfpgvrvaiaqdfktdclfgsearvealqearrsvpvgfkdtnsvaihaksrvtapkdhpqidsyaeigpcsgkdtakl (176, 1067, 653, 1075)
species-name[interactable]: Ascaris suum 4425(1) (0, 183, 175, 194)
species-name[interactable]: Taeniopygia guttata 4246(10) (0, 2031, 175, 2041)
species-name[interactable]: Solaster stimpsoni 4087(1) (0, 1890, 175, 1901)
sequence-row[interactable]: msstskipsnkgspkaprtgpskkakpiyvgphvrlsirsgkegvllhkkpfpgvrvaiaqdfktdclfgsearvealqearrsvpvgfkdtnsvaihaksrvtapkdhpqidsyaeigpcsgkdtakl (176, 676, 653, 683)
sequence-row[interactable]: msstskipsnkgspkaprtgpskkakpiyvgphvrlsirsgkegvllhkkpfpgvrvaiaqdfktdclfgsearvealqearrsvpvgfkdtnsvaihaksrvtapkdhpqidsyaeigpcsgkdtakl (176, 1710, 653, 1717)
sequence-row[interactable]: msstskipsnkgspkaprtgpskkakpiyvgphvrlsirsgkegvllhkkpfpgvrvaiaqdfktdclfgsearvealqearrsvpvgfkdtnsvaihaksrvtapkdhpqidsyaeigpcsgkdtakl (176, 355, 653, 361)
species-name[interactable]: Trichuris sp2 5004(1) (0, 2141, 175, 2151)
species-name[interactable]: Drosophila imaigrans 4487(1) (0, 695, 175, 705)
sequence-row[interactable]: msstskipsnkgspkaprtgpskkakpiyvgphvrlsirsgkegvllhkkpfpgvrvaiaqdfktdclfgsearvealqearrsvpvgfkdtnsvaihaksrvtapkdhpqidsyaeigpcsgkdtakl (176, 1560, 653, 1566)
sequence-row[interactable]: msstskipsnkgspkaprtgpskkakpiyvgphvrlsirsgkegvllhkkpfpgvrvaiaqdfktdclfgsearvealqearrsvpvgfkdtnsvaihaksrvtapkdhpqidsyaeigpcsgkdtakl (176, 1931, 653, 1938)
sequence-row[interactable]: msstskipsnkgspkaprtgpskkakpiyvgphvrlsirsgkegvllhkkpfpgvrvaiaqdfktdclfgsearvealqearrsvpvgfkdtnsvaihaksrvtapkdhpqidsyaeigpcsgkdtakl (176, 565, 653, 573)
species-name[interactable]: Crassostrea virginica 3581(2) (0, 565, 175, 575)
species-name[interactable]: Meloidogyne incognita 4465(1) (0, 1348, 175, 1358)
species-name[interactable]: Botryllus schlosseri 4935(1) (0, 284, 175, 294)
species-name[interactable]: Aplysia californica 3447(1) (0, 153, 175, 163)
species-name[interactable]: Caligus rogercresseyi 4929(2) (0, 404, 175, 414)
sequence-row[interactable]: msstskipsnkgspkaprtgpskkakpiyvgphvrlsirsgkegvllhkkpfpgvrvaiaqdfktdclfgsearvealqearrsvpvgfkdtnsvaihaksrvtapkdhpqidsyaeigpcsgkdtakl (176, 1921, 653, 1928)
species-name[interactable]: Ancylostoma caninum 3419(9) (0, 83, 175, 93)
species-name[interactable]: Xiphinema index 4475(3) (0, 2252, 175, 2262)
sequence-row[interactable]: msstskipsnkgspkaprtgpskkakpiyvgphvrlsirsgkegvllhkkpfpgvrvaiaqdfktdclfgsearvealqearrsvpvgfkdtnsvaihaksrvtapkdhpqidsyaeigpcsgkdtakl (176, 606, 653, 613)
species-name[interactable]: Hydra magnipapillata 4937(14) (0, 1097, 175, 1107)
sequence-row[interactable]: msstskipsnkgspkaprtgpskkakpiyvgphvrlsirsgkegvllhkkpfpgvrvaiaqdfktdclfgsearvealqearrsvpvgfkdtnsvaihaksrvtapkdhpqidsyaeigpcsgkdtakl (176, 1590, 653, 1597)
species-name[interactable]: Agabus sp2 5239(1) (0, 52, 175, 63)
species-name[interactable]: Pratylenchus penetrans 4404(2) (0, 1739, 175, 1750)
species-name[interactable]: Gallus gallus 3756(30) (0, 926, 175, 937)
species-name[interactable]: Takifugu rubripes 4231(3) (0, 2040, 175, 2051)
species-name[interactable]: Drosophila ananassae 3647(1) (0, 645, 175, 655)
species-name[interactable]: Drosophila sechellia 3695(1) (0, 786, 175, 796)
sequence-row[interactable]: msstskipsnkgspkaprtgpskkakpiyvgphvrlsirsgkegvllhkkpfpgvrvaiaqdfktdclfgsearvealqearrsvpvgfkdtnsvaihaksrvtapkdhpqidsyaeigpcsgkdtakl (176, 2172, 653, 2179)
sequence-row[interactable]: msstskipsnkgspkaprtgpskkakpiyvgphvrlsirsgkegvllhkkpfpgvrvaiaqdfktdclfgsearvealqearrsvpvgfkdtnsvaihaksrvtapkdhpqidsyaeigpcsgkdtakl (176, 826, 653, 834)
species-name[interactable]: Porichthys notatus 4607(1) (0, 1730, 175, 1740)
sequence-row[interactable]: msstskipsnkgspkaprtgpskkakpiyvgphvrlsirsgkegvllhkkpfpgvrvaiaqdfktdclfgsearvealqearrsvpvgfkdtnsvaihaksrvtapkdhpqidsyaeigpcsgkdtakl (176, 114, 653, 120)
sequence-row[interactable]: msstskipsnkgspkaprtgpskkakpiyvgphvrlsirsgkegvllhkkpfpgvrvaiaqdfktdclfgsearvealqearrsvpvgfkdtnsvaihaksrvtapkdhpqidsyaeigpcsgkdtakl (176, 174, 653, 181)
species-name[interactable]: Styela plicata 4094(1) (0, 2011, 175, 2021)
species-name[interactable]: Ovibalis subflavis 4128(2) (0, 1569, 175, 1579)
sequence-row[interactable]: msstskipsnkgspkaprtgpskkakpiyvgphvrlsirsgkegvllhkkpfpgvrvaiaqdfktdclfgsearvealqearrsvpvgfkdtnsvaihaksrvtapkdhpqidsyaeigpcsgkdtakl (176, 967, 653, 974)
species-name[interactable]: Dolichopoda schiavazzii 4461(1) (0, 635, 175, 645)
species-name[interactable]: Oryctolagus cuniculus 4014(2) (0, 1538, 175, 1549)
sequence-row[interactable]: msstskipsnkgspkaprtgpskkakpiyvgphvrlsirsgkegvllhkkpfpgvrvaiaqdfktdclfgsearvealqearrsvpvgfkdtnsvaihaksrvtapkdhpqidsyaeigpcsgkdtakl (176, 1509, 653, 1517)
sequence-row[interactable]: msstskipsnkgspkaprtgpskkakpiyvgphvrlsirsgkegvllhkkpfpgvrvaiaqdfktdclfgsearvealqearrsvpvgfkdtnsvaihaksrvtapkdhpqidsyaeigpcsgkdtakl (176, 254, 653, 261)
sequence-row[interactable]: msstskipsnkgspkaprtgpskkakpiyvgphvrlsirsgkegvllhkkpfpgvrvaiaqdfktdclfgsearvealqearrsvpvgfkdtnsvaihaksrvtapkdhpqidsyaeigpcsgkdtakl (176, 103, 653, 111)
sequence-row[interactable]: ---------ktgspkaprtgpskkakpiyvgphvrlsirsgkegvllhkkpfpgvrvaiaqdfktdclfgsearvealqearrsvpvgfkdtnsvaihaksrvtapkdhpqidsyae---------- (176, 556, 646, 562)
sequence-row[interactable]: msstskipsnkgspkaprtgpskkakpiyvgphvrlsirsgkegvllhkkpfpgvrvaiaqdfktdclfgsearvealqearrsvpvgfkdtnsvaihaksrvtapkdhpqidsyaeigpcsgkdtakl (176, 184, 653, 191)
species-name[interactable]: Manduca sexta 4518(1) (0, 1297, 175, 1308)
sequence-row[interactable]: msstskipsnkgspkaprtgpskkakpiyvgphvrlsirsgkegvllhkkpfpgvrvaiaqdfktdclfgsearvealqearrsvpvgfkdtnsvaihaksrvtapkdhpqidsyaeigpcsgkdtakl (176, 1700, 653, 1707)
species-name[interactable]: Onchocerca volvulus 4125(2) (0, 1509, 175, 1519)
sequence-row[interactable]: msstskipsnkgspkaprtgpskkakpiyvgphvrlsirsgkegvllhkkpfpgvrvaiaqdfktdclfgsearvealqearrsvpvgfkdtnsvaihaksrvtapkdhpqidsyaeigpcsgkdtakl (176, 596, 653, 602)
sequence-row[interactable]: ---------ktgspkaprtgpskkakpiyvgphvrlsirsgkegvllhkkpfpgvrvaiaqdfktdclfgsearvealqearrsvpvgfkdtnsvaihaksr------------------------- (176, 1007, 646, 1014)
species-name[interactable]: Oikopleura dioica 4761(1) (0, 1498, 175, 1509)
species-name[interactable]: Ictalurus furcatus 4622(7) (0, 1147, 175, 1157)
species-name[interactable]: Ceratitis capitata 5218(1) (0, 474, 175, 484)
